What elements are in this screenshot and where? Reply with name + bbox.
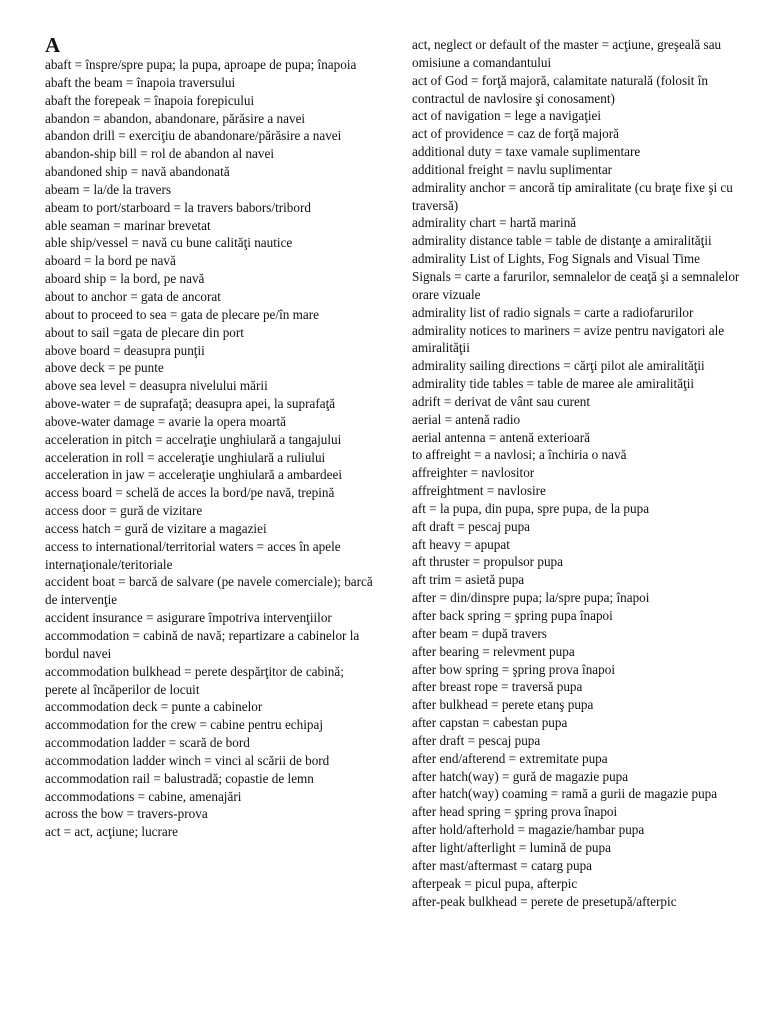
dictionary-entry: abeam = la/de la travers <box>45 181 172 197</box>
dictionary-entry: aerial antenna = antenă exterioară <box>412 429 591 445</box>
dictionary-entry: after back spring = şpring pupa înapoi <box>412 608 613 623</box>
dictionary-entry: about to anchor = gata de ancorat <box>45 288 221 304</box>
dictionary-entry: after end/afterend = extremitate pupa <box>412 750 608 766</box>
dictionary-entry: admirality anchor = ancoră tip amiralitate (cu braţe fixe şi cu traversă) <box>412 179 733 213</box>
dictionary-entry: aft draft = pescaj pupa <box>412 518 531 534</box>
left-column <box>45 34 375 841</box>
dictionary-entry: across the bow = travers-prova <box>45 806 208 822</box>
dictionary-entry: act of providence = caz de forţă majoră <box>412 126 619 142</box>
dictionary-entry: act of navigation = lege a navigaţiei <box>412 108 602 124</box>
dictionary-entry: access board = schelă de acces la bord/pe navă, trepină <box>45 485 335 501</box>
dictionary-entry: access door = gură de vizitare <box>45 503 203 519</box>
dictionary-entry: acceleration in roll = acceleraţie unghiulară a ruliului <box>45 449 326 465</box>
dictionary-entry: about to proceed to sea = gata de plecare pe/în mare <box>45 306 319 322</box>
dictionary-entry: above-water = de suprafaţă; deasupra apei, la suprafaţă <box>45 396 336 412</box>
dictionary-entry: admirality distance table = table de distanţe a amiralităţii <box>412 233 712 249</box>
dictionary-entry: after hatch(way) = gură de magazie pupa <box>412 768 629 784</box>
dictionary-entry: abandon drill = exerciţiu de abandonare/părăsire a navei <box>45 128 342 144</box>
dictionary-entry: access to international/territorial waters = acces în apele internaţionale/teritoriale <box>45 538 341 572</box>
dictionary-entry: able seaman = marinar brevetat <box>45 217 211 233</box>
dictionary-entry: additional freight = navlu suplimentar <box>412 161 613 177</box>
dictionary-entry: after draft = pescaj pupa <box>412 732 541 748</box>
dictionary-entry: above sea level = deasupra nivelului mării <box>45 378 268 394</box>
dictionary-entry: aboard = la bord pe navă <box>45 253 176 269</box>
dictionary-entry: after mast/aftermast = catarg pupa <box>412 857 593 873</box>
dictionary-entry: after breast rope = traversă pupa <box>412 679 583 695</box>
dictionary-entry: above deck = pe punte <box>45 360 164 376</box>
dictionary-entry: admirality chart = hartă marină <box>412 215 577 231</box>
dictionary-entry: abaft the beam = înapoia traversului <box>45 74 236 90</box>
dictionary-entry: afterpeak = picul pupa, afterpic <box>412 875 578 891</box>
dictionary-entry: after hatch(way) coaming = ramă a gurii de magazie pupa <box>412 786 718 802</box>
section-letter: A <box>45 33 61 57</box>
dictionary-entry: after hold/afterhold = magazie/hambar pupa <box>412 822 645 838</box>
dictionary-entry: act = act, acţiune; lucrare <box>45 824 179 840</box>
dictionary-entry: after head spring = şpring prova înapoi <box>412 804 618 820</box>
dictionary-entry: affreightment = navlosire <box>412 483 546 499</box>
dictionary-entry: accommodations = cabine, amenajări <box>45 788 242 804</box>
dictionary-entry: abandoned ship = navă abandonată <box>45 164 230 180</box>
dictionary-entry: admirality sailing directions = cărţi pilot ale amiralităţii <box>412 358 705 374</box>
dictionary-entry: accommodation = cabină de navă; repartizare a cabinelor la bordul navei <box>45 628 360 661</box>
dictionary-entry: after bulkhead = perete etanş pupa <box>412 697 594 713</box>
dictionary-entry: after bow spring = şpring prova înapoi <box>412 661 616 677</box>
dictionary-entry: acceleration in jaw = acceleraţie unghiulară a ambardeei <box>45 467 343 483</box>
dictionary-entry: above-water damage = avarie la opera moartă <box>45 413 287 429</box>
dictionary-entry: accommodation ladder winch = vinci al scării de bord <box>45 752 330 768</box>
dictionary-entry: admirality tide tables = table de maree ale amiralităţii <box>412 376 695 392</box>
dictionary-entry: abaft = înspre/spre pupa; la pupa, aproape de pupa; înapoia <box>45 57 357 72</box>
dictionary-entry: accommodation ladder = scară de bord <box>45 735 250 751</box>
dictionary-entry: abandon-ship bill = rol de abandon al navei <box>45 146 274 162</box>
dictionary-entry: act of God = forţă majoră, calamitate naturală (folosit în contractul de navlosire şi conosament) <box>412 72 708 106</box>
dictionary-entry: aft thruster = propulsor pupa <box>412 554 563 570</box>
dictionary-entry: accident insurance = asigurare împotriva intervenţiilor <box>45 610 332 626</box>
dictionary-entry: after = din/dinspre pupa; la/spre pupa; înapoi <box>412 590 650 606</box>
dictionary-entry: admirality list of radio signals = carte a radiofarurilor <box>412 304 694 320</box>
dictionary-entry: aerial = antenă radio <box>412 411 521 427</box>
left-entry-list <box>45 56 375 841</box>
dictionary-entry: after bearing = relevment pupa <box>412 643 575 659</box>
dictionary-entry: accommodation for the crew = cabine pentru echipaj <box>45 717 324 733</box>
dictionary-entry: abandon = abandon, abandonare, părăsire a navei <box>45 110 306 126</box>
dictionary-entry: affreighter = navlositor <box>412 465 535 481</box>
dictionary-entry: about to sail =gata de plecare din port <box>45 324 244 340</box>
dictionary-entry: after light/afterlight = lumină de pupa <box>412 839 611 855</box>
dictionary-entry: access hatch = gură de vizitare a magaziei <box>45 520 267 536</box>
dictionary-entry: to affreight = a navlosi; a închiria o navă <box>412 447 627 463</box>
dictionary-entry: aft = la pupa, din pupa, spre pupa, de la pupa <box>412 500 650 516</box>
dictionary-entry: acceleration in pitch = accelraţie unghiulară a tangajului <box>45 431 342 447</box>
dictionary-entry: after-peak bulkhead = perete de presetupă/afterpic <box>412 893 677 909</box>
dictionary-entry: admirality List of Lights, Fog Signals and Visual Time Signals = carte a farurilor, semnalelor de ceaţă şi a semnalelor orare vizuale <box>412 251 740 302</box>
dictionary-entry: adrift = derivat de vânt sau curent <box>412 393 591 409</box>
dictionary-entry: accommodation deck = punte a cabinelor <box>45 699 263 715</box>
dictionary-entry: act, neglect or default of the master = acţiune, greşeală sau omisiune a comandantului <box>412 37 722 70</box>
dictionary-entry: accommodation bulkhead = perete despărţitor de cabină; perete al încăperilor de locuit <box>45 663 344 697</box>
dictionary-entry: aft heavy = apupat <box>412 536 510 552</box>
dictionary-entry: accident boat = barcă de salvare (pe navele comerciale); barcă de intervenţie <box>45 574 373 608</box>
dictionary-entry: admirality notices to mariners = avize pentru navigatori ale amiralităţii <box>412 322 725 356</box>
dictionary-entry: above board = deasupra punţii <box>45 342 205 358</box>
dictionary-entry: aboard ship = la bord, pe navă <box>45 271 205 287</box>
dictionary-entry: abeam to port/starboard = la travers babors/tribord <box>45 199 311 215</box>
dictionary-entry: abaft the forepeak = înapoia forepicului <box>45 92 255 108</box>
dictionary-entry: after beam = după travers <box>412 625 547 641</box>
right-entry-list <box>412 36 742 910</box>
dictionary-entry: after capstan = cabestan pupa <box>412 715 568 731</box>
right-column <box>412 36 742 910</box>
dictionary-entry: additional duty = taxe vamale suplimentare <box>412 144 641 160</box>
dictionary-entry: aft trim = asietă pupa <box>412 572 525 588</box>
dictionary-entry: accommodation rail = balustradă; copastie de lemn <box>45 770 314 786</box>
dictionary-entry: able ship/vessel = navă cu bune calităţi nautice <box>45 235 293 251</box>
